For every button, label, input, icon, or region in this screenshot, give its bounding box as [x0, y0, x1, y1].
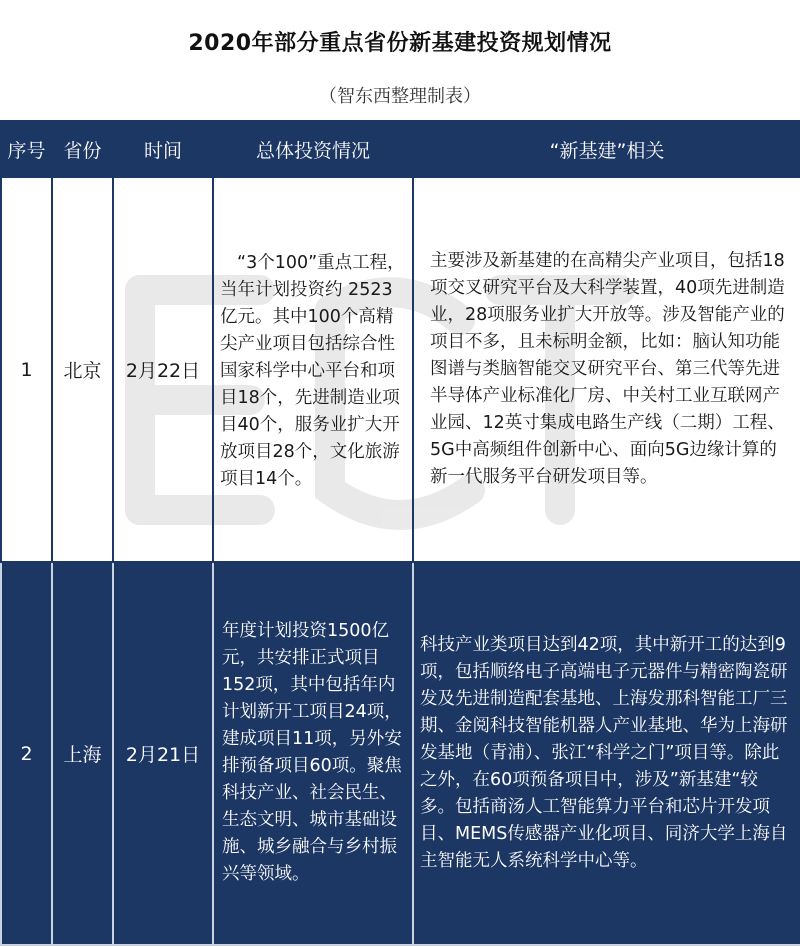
header-date: 时间: [113, 121, 213, 177]
cell-date: 2月22日: [113, 177, 213, 562]
page-subtitle: （智东西整理制表）: [319, 86, 481, 107]
cell-index: 1: [1, 177, 52, 562]
table-header-row: [1, 121, 800, 177]
cell-province: 北京: [52, 177, 113, 562]
cell-total-investment: 年度计划投资1500亿元，共安排正式项目152项，其中包括年内计划新开工项目24项，建成项目11项，另外安排预备项目60项。聚焦科技产业、社会民生、生态文明、城市基础设施、城乡融合与乡村振兴等领域。: [213, 562, 413, 945]
cell-total-investment: “3个100”重点工程，当年计划投资约 2523 亿元。其中100个高精尖产业项目包括综合性国家科学中心平台和项目18个，先进制造业项目40个，服务业扩大开放项目28个，文化旅游项目14个。: [213, 177, 413, 562]
table-row: [1, 562, 800, 945]
table-row: [1, 177, 800, 562]
cell-date: 2月21日: [113, 562, 213, 945]
header-total-investment: 总体投资情况: [213, 121, 413, 177]
cell-province: 上海: [52, 562, 113, 945]
header-index: 序号: [1, 121, 52, 177]
investment-table: [0, 120, 800, 946]
page-title: 2020年部分重点省份新基建投资规划情况: [188, 31, 612, 56]
cell-index: 2: [1, 562, 52, 945]
cell-new-infrastructure: 主要涉及新基建的在高精尖产业项目，包括18项交叉研究平台及大科学装置，40项先进制造业，28项服务业扩大开放等。涉及智能产业的项目不多，且未标明金额，比如：脑认知功能图谱与类脑智能交叉研究平台、第三代等先进半导体产业标准化厂房、中关村工业互联网产业园、12英寸集成电路生产线（二期）工程、5G中高频组件创新中心、面向5G边缘计算的新一代服务平台研发项目等。: [413, 177, 800, 562]
header-province: 省份: [52, 121, 113, 177]
cell-new-infrastructure: 科技产业类项目达到42项，其中新开工的达到9项，包括顺络电子高端电子元器件与精密陶瓷研发及先进制造配套基地、上海发那科智能工厂三期、金阅科技智能机器人产业基地、华为上海研发基地（青浦）、张江“科学之门”项目等。除此之外，在60项预备项目中，涉及”新基建“较多。包括商汤人工智能算力平台和芯片开发项目、MEMS传感器产业化项目、同济大学上海自主智能无人系统科学中心等。: [413, 562, 800, 945]
header-new-infrastructure: “新基建”相关: [413, 121, 800, 177]
